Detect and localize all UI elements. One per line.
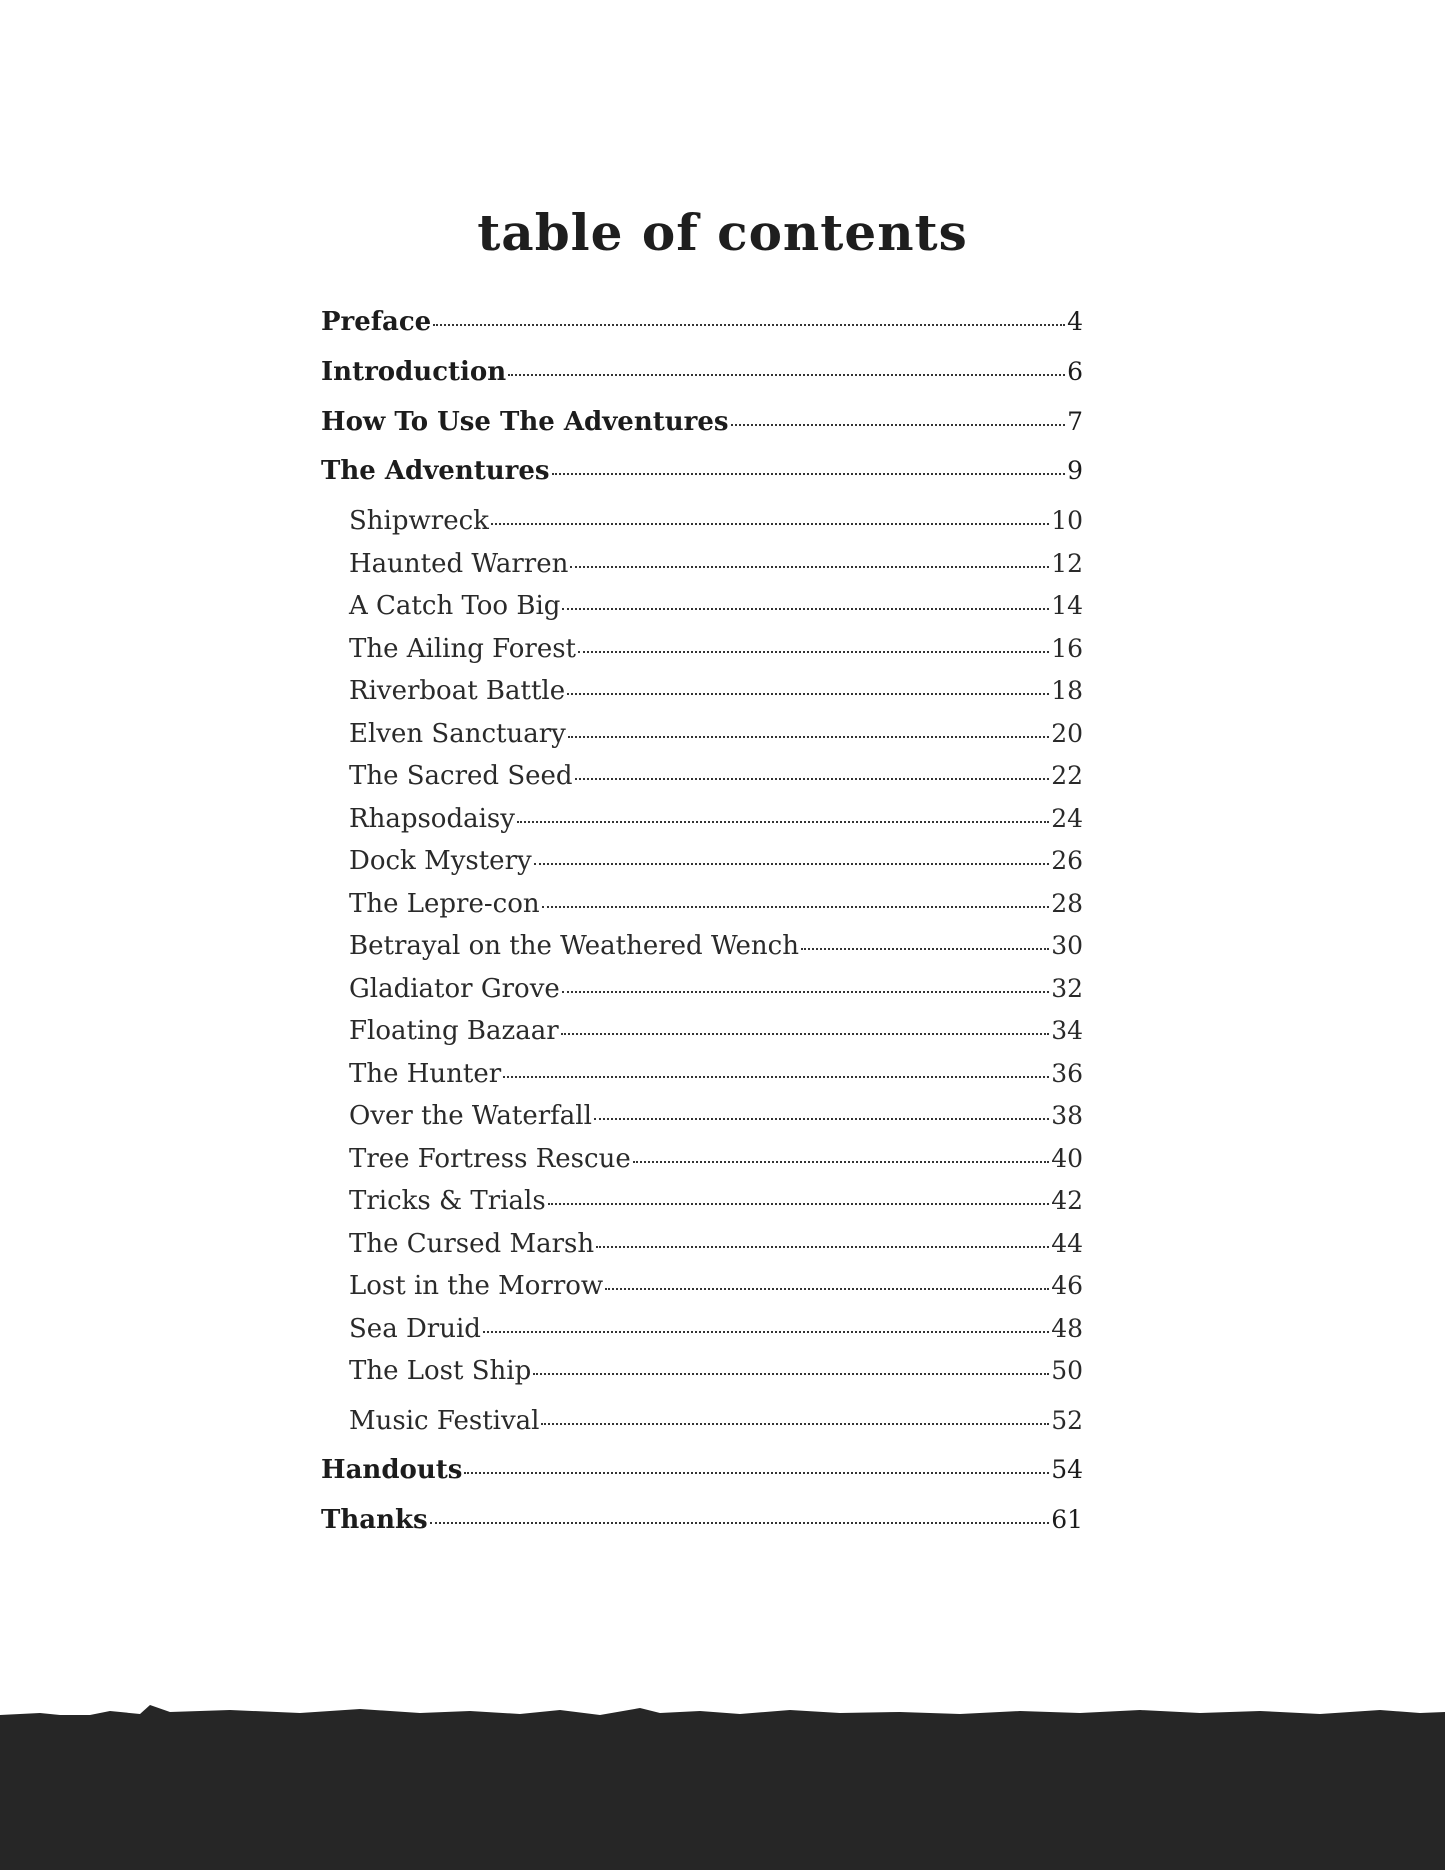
dot-leader bbox=[508, 374, 1065, 376]
dot-leader bbox=[596, 1246, 1049, 1248]
dot-leader bbox=[570, 566, 1049, 568]
dot-leader bbox=[568, 736, 1049, 738]
toc-entry-page: 22 bbox=[1051, 761, 1083, 790]
toc-entry-page: 7 bbox=[1067, 407, 1083, 436]
toc-entry-riverboat-battle[interactable] bbox=[321, 678, 1083, 704]
toc-entry-haunted-warren[interactable] bbox=[321, 551, 1083, 577]
toc-entry-page: 4 bbox=[1067, 307, 1083, 336]
toc-entry-page: 18 bbox=[1051, 676, 1083, 705]
toc-entry-label: Dock Mystery bbox=[349, 846, 532, 876]
dot-leader bbox=[562, 991, 1049, 993]
toc-entry-label: The Sacred Seed bbox=[349, 761, 573, 791]
dot-leader bbox=[483, 1331, 1049, 1333]
toc-entry-dock-mystery[interactable] bbox=[321, 848, 1083, 874]
toc-entry-preface[interactable] bbox=[321, 309, 1083, 335]
toc-entry-label: Floating Bazaar bbox=[349, 1016, 559, 1046]
toc-entry-page: 9 bbox=[1067, 456, 1083, 485]
toc-entry-label: The Cursed Marsh bbox=[349, 1229, 595, 1259]
toc-entry-over-the-waterfall[interactable] bbox=[321, 1103, 1083, 1129]
dot-leader bbox=[801, 948, 1049, 950]
toc-entry-how-to-use[interactable] bbox=[321, 409, 1083, 435]
dot-leader bbox=[562, 608, 1049, 610]
toc-entry-introduction[interactable] bbox=[321, 359, 1083, 385]
dot-leader bbox=[575, 778, 1050, 780]
toc-entry-sea-druid[interactable] bbox=[321, 1316, 1083, 1342]
dot-leader bbox=[605, 1288, 1049, 1290]
torn-edge-decoration bbox=[0, 1701, 1445, 1721]
toc-entry-floating-bazaar[interactable] bbox=[321, 1018, 1083, 1044]
toc-entry-page: 12 bbox=[1051, 549, 1083, 578]
toc-entry-the-adventures[interactable] bbox=[321, 458, 1083, 484]
toc-entry-label: Tricks & Trials bbox=[349, 1186, 546, 1216]
toc-entry-page: 32 bbox=[1051, 974, 1083, 1003]
toc-entry-page: 16 bbox=[1051, 634, 1083, 663]
toc-entry-the-lepre-con[interactable] bbox=[321, 891, 1083, 917]
toc-entry-page: 40 bbox=[1051, 1144, 1083, 1173]
toc-entry-page: 46 bbox=[1051, 1271, 1083, 1300]
toc-entry-label: Tree Fortress Rescue bbox=[349, 1144, 631, 1174]
toc-entry-shipwreck[interactable] bbox=[321, 508, 1083, 534]
toc-entry-label: Music Festival bbox=[349, 1406, 540, 1436]
dot-leader bbox=[491, 523, 1049, 525]
dot-leader bbox=[517, 821, 1049, 823]
toc-entry-the-cursed-marsh[interactable] bbox=[321, 1231, 1083, 1257]
dot-leader bbox=[534, 863, 1050, 865]
dot-leader bbox=[594, 1118, 1049, 1120]
toc-entry-the-hunter[interactable] bbox=[321, 1061, 1083, 1087]
page-title: table of contents bbox=[477, 203, 968, 262]
toc-entry-page: 38 bbox=[1051, 1101, 1083, 1130]
toc-entry-label: Preface bbox=[321, 307, 432, 337]
toc-entry-page: 20 bbox=[1051, 719, 1083, 748]
toc-entry-elven-sanctuary[interactable] bbox=[321, 721, 1083, 747]
toc-entry-tricks-and-trials[interactable] bbox=[321, 1188, 1083, 1214]
toc-entry-label: Elven Sanctuary bbox=[349, 719, 566, 749]
toc-entry-the-lost-ship[interactable] bbox=[321, 1358, 1083, 1384]
toc-entry-page: 61 bbox=[1051, 1505, 1083, 1534]
toc-entry-label: Lost in the Morrow bbox=[349, 1271, 604, 1301]
dot-leader bbox=[561, 1033, 1050, 1035]
toc-entry-label: The Ailing Forest bbox=[349, 634, 576, 664]
toc-entry-gladiator-grove[interactable] bbox=[321, 976, 1083, 1002]
dot-leader bbox=[503, 1076, 1049, 1078]
toc-entry-music-festival[interactable] bbox=[321, 1408, 1083, 1434]
toc-entry-handouts[interactable] bbox=[321, 1457, 1083, 1483]
toc-entry-betrayal-weathered-wench[interactable] bbox=[321, 933, 1083, 959]
toc-entry-label: Shipwreck bbox=[349, 506, 489, 536]
toc-entry-label: Handouts bbox=[321, 1455, 463, 1485]
toc-entry-label: Over the Waterfall bbox=[349, 1101, 592, 1131]
toc-entry-page: 50 bbox=[1051, 1356, 1083, 1385]
toc-entry-label: The Lost Ship bbox=[349, 1356, 532, 1386]
toc-entry-label: The Adventures bbox=[321, 456, 550, 486]
torn-footer-band bbox=[0, 1715, 1445, 1870]
dot-leader bbox=[548, 1203, 1050, 1205]
toc-entry-page: 42 bbox=[1051, 1186, 1083, 1215]
toc-entry-thanks[interactable] bbox=[321, 1507, 1083, 1533]
toc-entry-label: Haunted Warren bbox=[349, 549, 569, 579]
toc-entry-label: Betrayal on the Weathered Wench bbox=[349, 931, 799, 961]
dot-leader bbox=[542, 906, 1050, 908]
toc-entry-label: Introduction bbox=[321, 357, 507, 387]
toc-entry-page: 24 bbox=[1051, 804, 1083, 833]
dot-leader bbox=[464, 1472, 1049, 1474]
toc-entry-page: 36 bbox=[1051, 1059, 1083, 1088]
toc-entry-label: The Hunter bbox=[349, 1059, 502, 1089]
toc-entry-label: Gladiator Grove bbox=[349, 974, 560, 1004]
toc-entry-label: The Lepre-con bbox=[349, 889, 540, 919]
toc-entry-rhapsodaisy[interactable] bbox=[321, 806, 1083, 832]
table-of-contents bbox=[321, 0, 1083, 1600]
toc-entry-page: 30 bbox=[1051, 931, 1083, 960]
toc-entry-tree-fortress-rescue[interactable] bbox=[321, 1146, 1083, 1172]
toc-entry-a-catch-too-big[interactable] bbox=[321, 593, 1083, 619]
toc-entry-page: 28 bbox=[1051, 889, 1083, 918]
toc-entry-label: Rhapsodaisy bbox=[349, 804, 515, 834]
dot-leader bbox=[731, 424, 1066, 426]
dot-leader bbox=[533, 1373, 1049, 1375]
toc-entry-page: 54 bbox=[1051, 1455, 1083, 1484]
dot-leader bbox=[633, 1161, 1049, 1163]
toc-entry-page: 34 bbox=[1051, 1016, 1083, 1045]
toc-entry-page: 48 bbox=[1051, 1314, 1083, 1343]
toc-entry-label: How To Use The Adventures bbox=[321, 407, 729, 437]
toc-entry-the-sacred-seed[interactable] bbox=[321, 763, 1083, 789]
dot-leader bbox=[552, 473, 1066, 475]
toc-entry-page: 6 bbox=[1067, 357, 1083, 386]
dot-leader bbox=[541, 1423, 1049, 1425]
toc-entry-page: 26 bbox=[1051, 846, 1083, 875]
toc-entry-page: 44 bbox=[1051, 1229, 1083, 1258]
toc-entry-label: Sea Druid bbox=[349, 1314, 481, 1344]
toc-entry-label: Thanks bbox=[321, 1505, 428, 1535]
toc-entry-page: 14 bbox=[1051, 591, 1083, 620]
dot-leader bbox=[578, 651, 1049, 653]
toc-entry-lost-in-the-morrow[interactable] bbox=[321, 1273, 1083, 1299]
toc-entry-label: A Catch Too Big bbox=[349, 591, 561, 621]
dot-leader bbox=[430, 1522, 1050, 1524]
dot-leader bbox=[433, 324, 1065, 326]
toc-entry-label: Riverboat Battle bbox=[349, 676, 566, 706]
toc-entry-the-ailing-forest[interactable] bbox=[321, 636, 1083, 662]
toc-entry-page: 52 bbox=[1051, 1406, 1083, 1435]
dot-leader bbox=[567, 693, 1049, 695]
toc-entry-page: 10 bbox=[1051, 506, 1083, 535]
